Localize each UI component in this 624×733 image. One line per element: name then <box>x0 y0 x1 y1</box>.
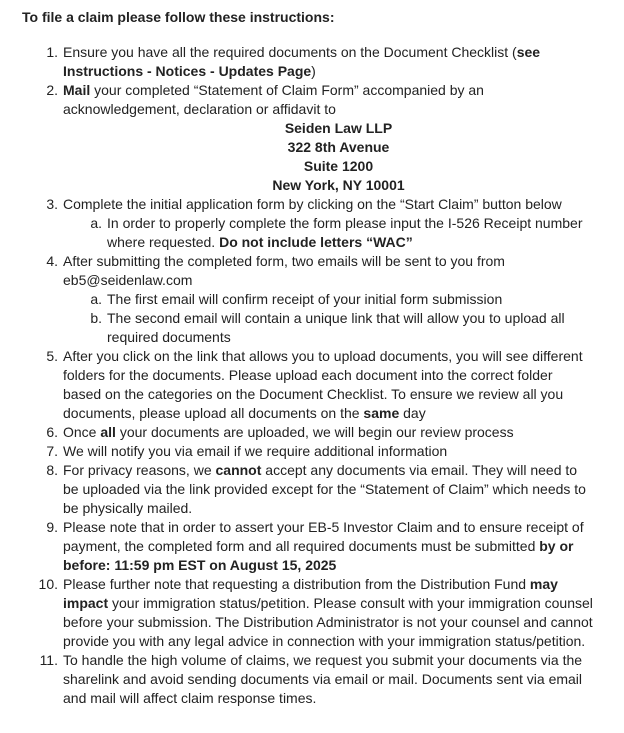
item-number: 6. <box>46 424 58 440</box>
item-number: 7. <box>46 443 58 459</box>
sub-item-letter: a. <box>90 291 102 307</box>
list-item: 10. Please further note that requesting a distribution from the Distribution Fund may impact your immigration status/petition. Please consult with your immigration counsel before your submission. The Distribution Administrator is not your counsel and cannot provide you with any legal advice in connection with your immigration status/petition. <box>38 576 593 649</box>
item-number: 11. <box>39 652 58 668</box>
item-number: 3. <box>46 196 58 212</box>
sub-list-item: b. The second email will contain a unique link that will allow you to upload all required documents <box>90 310 565 345</box>
sub-item-letter: b. <box>90 310 102 326</box>
sub-item-letter: a. <box>90 215 102 231</box>
list-item: 1. Ensure you have all the required documents on the Document Checklist (see Instructions - Notices - Updates Page) <box>46 44 541 79</box>
address-line: New York, NY 10001 <box>272 177 405 193</box>
item-number: 5. <box>46 348 58 364</box>
sub-list-item: a. In order to properly complete the form please input the I-526 Receipt number where requested. Do not include letters “WAC” <box>90 215 583 250</box>
list-item: 7. We will notify you via email if we require additional information <box>46 443 448 459</box>
list-item: 3. Complete the initial application form by clicking on the “Start Claim” button below <box>46 196 562 212</box>
address-line: 322 8th Avenue <box>287 139 390 155</box>
item-number: 1. <box>46 44 58 60</box>
list-item: 4. After submitting the completed form, two emails will be sent to you from eb5@seidenlaw.com <box>46 253 505 288</box>
sub-list-item: a. The first email will confirm receipt of your initial form submission <box>90 291 503 307</box>
list-item: 5. After you click on the link that allows you to upload documents, you will see different folders for the documents. Please upload each document into the correct folder based on the categories on the Document Checklist. To ensure we review all you documents, please upload all documents on the same day <box>46 348 583 421</box>
list-item: 2. Mail your completed “Statement of Claim Form” accompanied by an acknowledgement, declaration or affidavit to Seiden Law LLP 322 8th Avenue Suite 1200 New York, NY 10001 <box>0 81 624 195</box>
mailing-address <box>63 119 594 195</box>
item-number: 4. <box>46 253 58 269</box>
list-item: 8. For privacy reasons, we cannot accept any documents via email. They will need to be uploaded via the link provided except for the “Statement of Claim” which needs to be physically mailed. <box>46 462 586 516</box>
item-number: 9. <box>46 519 58 535</box>
item-number: 2. <box>46 82 58 98</box>
page-title: To file a claim please follow these instructions: <box>22 9 335 25</box>
item-number: 8. <box>46 462 58 478</box>
list-item: 11. To handle the high volume of claims, we request you submit your documents via the sharelink and avoid sending documents via email or mail. Documents sent via email and mail will affect claim response times. <box>39 652 583 706</box>
list-item: 9. Please note that in order to assert your EB-5 Investor Claim and to ensure receipt of payment, the completed form and all required documents must be submitted by or before: 11:59 pm EST on August 15, 2025 <box>46 519 584 573</box>
address-line: Seiden Law LLP <box>284 120 393 136</box>
list-item: 6. Once all your documents are uploaded, we will begin our review process <box>46 424 514 440</box>
address-line: Suite 1200 <box>303 158 374 174</box>
instruction-list <box>0 43 624 708</box>
item-number: 10. <box>38 576 58 592</box>
